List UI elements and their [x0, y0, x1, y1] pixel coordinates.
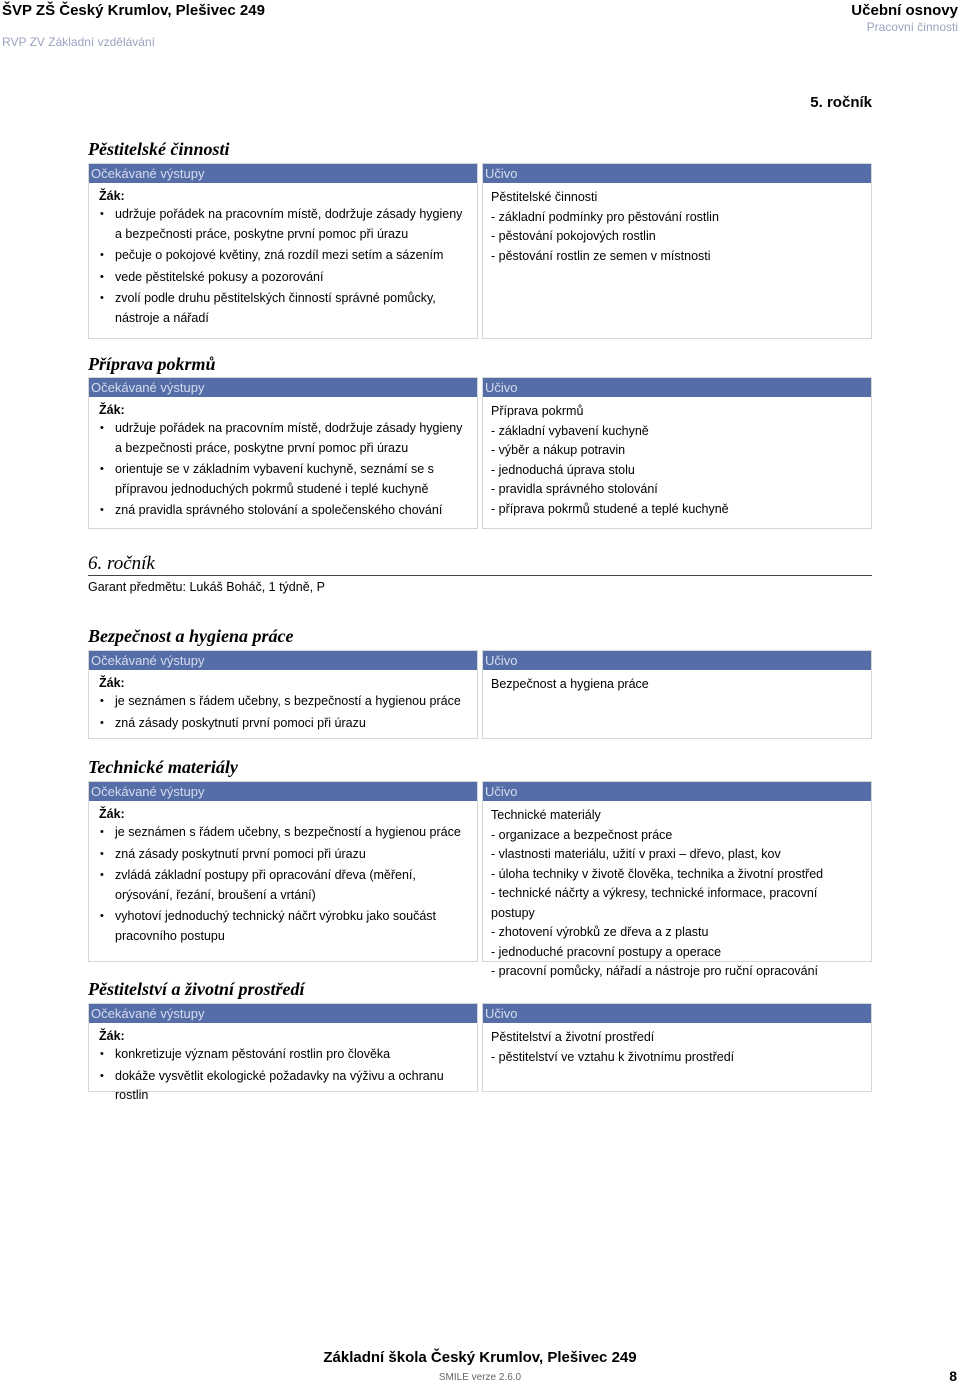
outcome-item: • zvládá základní postupy při opracování dřeva (měření, orýsování, řezání, broušení a vrtání) — [115, 866, 469, 905]
curriculum-item: - pěstování rostlin ze semen v místnosti — [491, 248, 711, 263]
outcome-item: • zvolí podle druhu pěstitelských činností správné pomůcky, nástroje a nářadí — [115, 289, 469, 328]
outcome-item: • udržuje pořádek na pracovním místě, dodržuje zásady hygieny a bezpečnosti práce, poskytne první pomoc při úrazu — [115, 419, 469, 458]
curriculum-item: Technické materiály — [491, 808, 601, 822]
outcome-item: • orientuje se v základním vybavení kuchyně, seznámí se s přípravou jednoduchých pokrmů studené i teplé kuchyně — [115, 460, 469, 499]
section-pestitelske-cinnosti — [88, 138, 872, 339]
grade-6-block — [88, 553, 872, 594]
header-subject-subtitle: Pracovní činnosti — [866, 20, 958, 34]
curriculum-item: - výběr a nákup potravin — [491, 443, 626, 457]
outcomes-header: Očekávané výstupy — [89, 782, 477, 801]
section-bezpecnost-hygiena — [88, 625, 872, 739]
curriculum-item: - pravidla správného stolování — [491, 482, 658, 496]
section-columns — [88, 650, 872, 739]
outcomes-list — [97, 419, 469, 521]
outcomes-list — [97, 205, 469, 328]
outcome-item: • vede pěstitelské pokusy a pozorování — [115, 268, 469, 288]
curriculum-item: - jednoduchá úprava stolu — [491, 462, 635, 477]
outcomes-column — [88, 1003, 478, 1102]
header-school-title: ŠVP ZŠ Český Krumlov, Plešivec 249 — [2, 2, 265, 19]
grade-6-heading: 6. ročník — [88, 553, 872, 576]
curriculum-item: - vlastnosti materiálu, užití v praxi – dřevo, plast, kov — [491, 847, 781, 861]
header-framework-subtitle: RVP ZV Základní vzdělávání — [2, 35, 155, 49]
section-columns — [88, 377, 872, 529]
curriculum-item: - základní vybavení kuchyně — [491, 423, 649, 438]
outcomes-header: Očekávané výstupy — [89, 164, 477, 183]
section-title: Pěstitelské činnosti — [88, 139, 230, 159]
footer-school-name: Základní škola Český Krumlov, Plešivec 249 — [323, 1349, 637, 1366]
curriculum-header: Učivo — [483, 378, 871, 397]
outcome-item: • je seznámen s řádem učebny, s bezpečností a hygienou práce — [115, 823, 469, 843]
section-columns — [88, 1003, 872, 1102]
student-label: Žák: — [99, 676, 125, 690]
subject-guarantor: Garant předmětu: Lukáš Boháč, 1 týdně, P — [88, 580, 325, 594]
outcomes-column — [88, 163, 478, 339]
curriculum-item: - zhotovení výrobků ze dřeva a z plastu — [491, 925, 709, 939]
outcomes-header: Očekávané výstupy — [89, 651, 477, 670]
section-columns — [88, 163, 872, 339]
curriculum-item: - pěstování pokojových rostlin — [491, 229, 656, 243]
curriculum-column — [482, 650, 872, 739]
curriculum-column — [482, 781, 872, 978]
header-document-title: Učební osnovy — [851, 2, 958, 19]
outcome-item: • je seznámen s řádem učebny, s bezpečností a hygienou práce — [115, 692, 469, 712]
section-title: Technické materiály — [88, 757, 238, 777]
curriculum-item: - jednoduché pracovní postupy a operace — [491, 944, 722, 959]
section-priprava-pokrmu — [88, 353, 872, 529]
outcomes-list — [97, 1045, 469, 1106]
outcome-item: • udržuje pořádek na pracovním místě, dodržuje zásady hygieny a bezpečnosti práce, poskytne první pomoc při úrazu — [115, 205, 469, 244]
outcomes-header: Očekávané výstupy — [89, 1004, 477, 1023]
student-label: Žák: — [99, 1029, 125, 1043]
section-title: Pěstitelství a životní prostředí — [88, 979, 305, 999]
outcome-item: • vyhotoví jednoduchý technický náčrt výrobku jako součást pracovního postupu — [115, 907, 469, 946]
curriculum-column — [482, 377, 872, 529]
outcome-item: • zná zásady poskytnutí první pomoci při úrazu — [115, 845, 469, 865]
curriculum-header: Učivo — [483, 1004, 871, 1023]
outcomes-header: Očekávané výstupy — [89, 378, 477, 397]
outcomes-column — [88, 781, 478, 962]
outcome-item: • zná pravidla správného stolování a společenského chování — [115, 501, 469, 521]
section-title: Bezpečnost a hygiena práce — [88, 626, 294, 646]
curriculum-item: - technické náčrty a výkresy, technické informace, pracovní postupy — [491, 886, 818, 920]
curriculum-item: - základní podmínky pro pěstování rostlin — [491, 209, 719, 224]
outcomes-list — [97, 692, 469, 733]
curriculum-header: Učivo — [483, 782, 871, 801]
section-columns — [88, 781, 872, 978]
footer-version: SMILE verze 2.6.0 — [438, 1372, 522, 1383]
section-title: Příprava pokrmů — [88, 354, 216, 374]
outcome-item: • konkretizuje význam pěstování rostlin pro člověka — [115, 1045, 469, 1065]
curriculum-item: Bezpečnost a hygiena práce — [491, 677, 649, 691]
outcome-item: • pečuje o pokojové květiny, zná rozdíl mezi setím a sázením — [115, 246, 469, 266]
page-number: 8 — [949, 1368, 957, 1384]
student-label: Žák: — [99, 403, 125, 417]
grade-5-heading: 5. ročník — [810, 94, 872, 111]
outcome-item: • dokáže vysvětlit ekologické požadavky na výživu a ochranu rostlin — [115, 1067, 469, 1106]
curriculum-item: - úloha techniky v životě člověka, technika a životní prostřed — [491, 866, 824, 881]
section-technicke-materialy — [88, 756, 872, 978]
curriculum-item: Pěstitelské činnosti — [491, 190, 598, 204]
curriculum-item: Příprava pokrmů — [491, 404, 584, 418]
curriculum-item: - organizace a bezpečnost práce — [491, 827, 673, 842]
curriculum-column — [482, 163, 872, 339]
outcome-item: • zná zásady poskytnutí první pomoci při úrazu — [115, 714, 469, 734]
outcomes-list — [97, 823, 469, 946]
student-label: Žák: — [99, 807, 125, 821]
curriculum-item: - příprava pokrmů studené a teplé kuchyně — [491, 501, 729, 516]
student-label: Žák: — [99, 189, 125, 203]
curriculum-item: - pěstitelství ve vztahu k životnímu prostředí — [491, 1049, 735, 1064]
outcomes-column — [88, 377, 478, 529]
outcomes-column — [88, 650, 478, 739]
curriculum-item: - pracovní pomůcky, nářadí a nástroje pro ruční opracování — [491, 964, 819, 978]
section-pestitelstvi-zivotni-prostredi — [88, 978, 872, 1102]
curriculum-header: Učivo — [483, 164, 871, 183]
curriculum-item: Pěstitelství a životní prostředí — [491, 1030, 655, 1044]
curriculum-header: Učivo — [483, 651, 871, 670]
curriculum-column — [482, 1003, 872, 1092]
